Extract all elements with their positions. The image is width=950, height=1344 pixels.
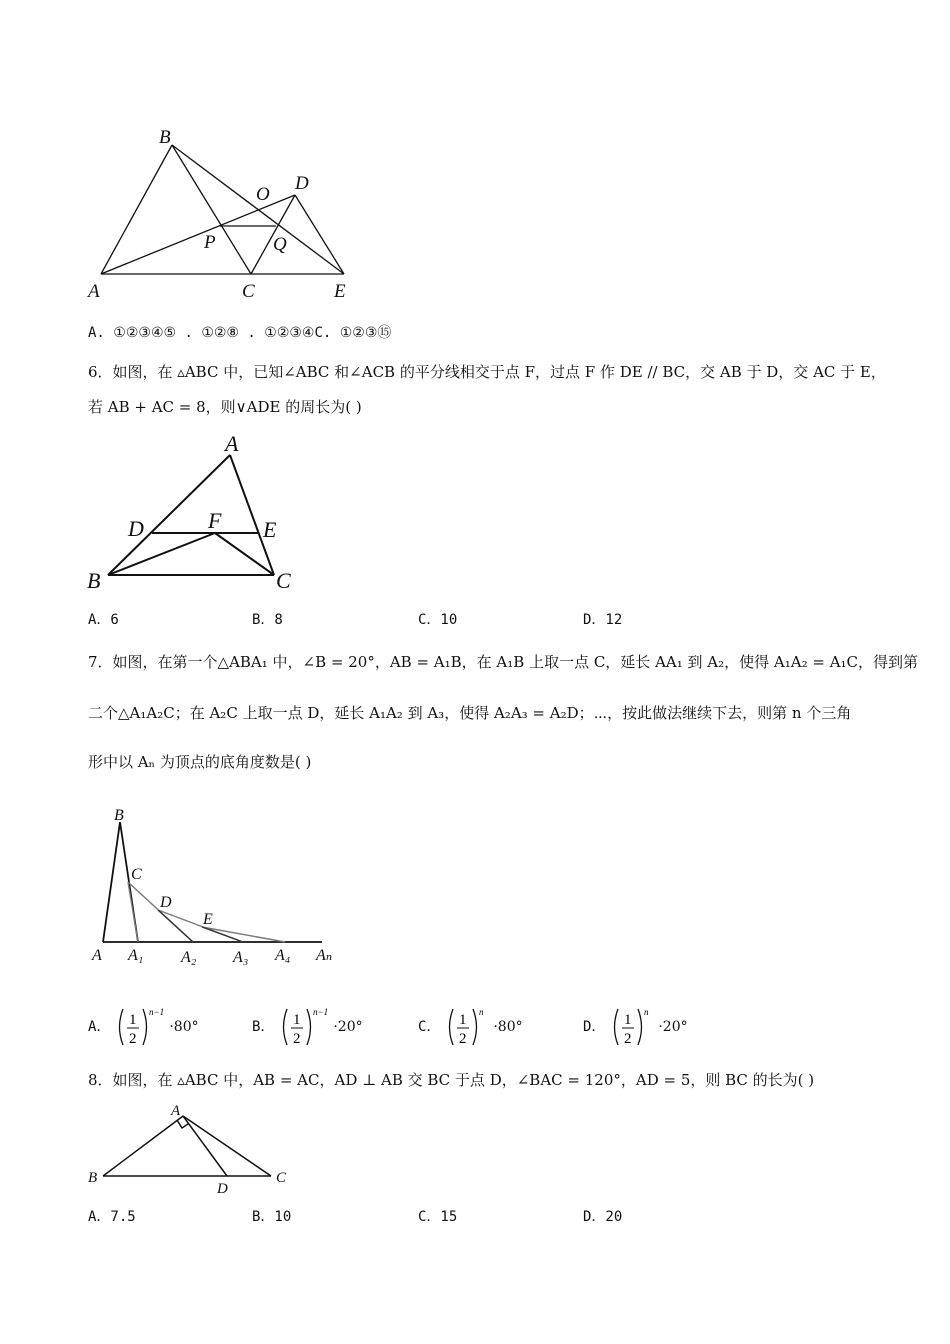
q7-label-A3: A₃ xyxy=(233,949,249,966)
q6-label-B: B xyxy=(87,568,101,593)
svg-text:n: n xyxy=(643,1007,649,1017)
q7-option-c[interactable] xyxy=(418,1005,523,1049)
svg-text:1: 1 xyxy=(128,1012,137,1028)
q5-label-P: P xyxy=(204,232,216,253)
q7-label-A4: A₄ xyxy=(275,947,291,964)
svg-text:2: 2 xyxy=(623,1031,632,1047)
q6-option-a[interactable]: A．6 xyxy=(88,612,119,628)
q5-label-C: C xyxy=(242,281,255,302)
q8-label-C: C xyxy=(276,1170,287,1186)
q6-label-A: A xyxy=(225,431,239,456)
q7-option-c-letter: C． xyxy=(418,1019,441,1035)
q8-option-c[interactable]: C．15 xyxy=(418,1209,458,1225)
q7-figure xyxy=(85,800,355,970)
q7-label-B: B xyxy=(114,807,124,824)
q8-label-D: D xyxy=(217,1181,228,1197)
svg-text:1: 1 xyxy=(292,1012,301,1028)
q7-option-a-letter: A． xyxy=(88,1019,111,1035)
svg-text:1: 1 xyxy=(458,1012,467,1028)
q6-label-E: E xyxy=(263,517,277,542)
q6-option-d[interactable]: D．12 xyxy=(583,612,623,628)
q5-label-O: O xyxy=(256,184,270,205)
q7-option-d[interactable] xyxy=(583,1005,688,1049)
q8-option-b[interactable]: B．10 xyxy=(252,1209,292,1225)
svg-text:n: n xyxy=(478,1007,484,1017)
q7-option-b-fraction xyxy=(279,1005,329,1049)
q6-stem-line2: 若 AB + AC = 8，则∨ADE 的周长为( ) xyxy=(88,398,362,416)
q8-option-d[interactable]: D．20 xyxy=(583,1209,623,1225)
q7-label-E: E xyxy=(203,911,213,928)
q8-label-B: B xyxy=(88,1170,98,1186)
q5-options: A. ①②③④⑤ . ①②⑧ . ①②③④C. ①②③⑮ xyxy=(88,325,392,341)
q6-figure xyxy=(80,425,320,600)
q7-option-d-tail: ·20° xyxy=(658,1019,688,1035)
q7-label-A2: A₂ xyxy=(181,949,197,966)
q7-option-c-fraction xyxy=(445,1005,489,1049)
svg-text:n−1: n−1 xyxy=(312,1007,328,1017)
q7-label-An: Aₙ xyxy=(316,947,333,964)
svg-text:2: 2 xyxy=(292,1031,301,1047)
q6-label-F: F xyxy=(208,508,222,533)
svg-text:2: 2 xyxy=(128,1031,137,1047)
q7-option-b[interactable] xyxy=(252,1005,363,1049)
svg-text:2: 2 xyxy=(458,1031,467,1047)
q6-option-b[interactable]: B．8 xyxy=(252,612,283,628)
q6-option-c[interactable]: C．10 xyxy=(418,612,458,628)
q6-stem-line1: 6．如图，在 ▵ABC 中，已知∠ABC 和∠ACB 的平分线相交于点 F，过点 F 作 DE // BC，交 AB 于 D，交 AC 于 E， xyxy=(88,363,886,381)
q7-stem-line2: 二个△A₁A₂C；在 A₂C 上取一点 D，延长 A₁A₂ 到 A₃，使得 A₂A₃ = A₂D；⋯，按此做法继续下去，则第 n 个三角 xyxy=(88,704,852,722)
q7-option-b-tail: ·20° xyxy=(333,1019,363,1035)
q7-option-d-letter: D． xyxy=(583,1019,606,1035)
q8-stem-line1: 8．如图，在 ▵ABC 中，AB = AC，AD ⊥ AB 交 BC 于点 D，∠BAC = 120°，AD = 5，则 BC 的长为( ) xyxy=(88,1071,815,1089)
q7-option-a[interactable] xyxy=(88,1005,199,1049)
q7-label-A: A xyxy=(92,947,102,964)
q7-option-c-tail: ·80° xyxy=(493,1019,523,1035)
q6-label-C: C xyxy=(276,568,291,593)
q7-option-d-fraction xyxy=(610,1005,654,1049)
q8-label-A: A xyxy=(171,1103,181,1119)
q7-option-b-letter: B． xyxy=(252,1019,275,1035)
svg-text:1: 1 xyxy=(623,1012,632,1028)
q5-label-E: E xyxy=(334,281,346,302)
q7-label-C: C xyxy=(131,866,142,883)
q7-stem-line1: 7．如图，在第一个△ABA₁ 中，∠B = 20°，AB = A₁B，在 A₁B 上取一点 C，延长 AA₁ 到 A₂，使得 A₁A₂ = A₁C，得到第 xyxy=(88,653,919,671)
q7-label-A1: A₁ xyxy=(128,947,144,964)
q7-option-a-tail: ·80° xyxy=(169,1019,199,1035)
q7-option-a-fraction xyxy=(115,1005,165,1049)
q7-stem-line3: 形中以 Aₙ 为顶点的底角度数是( ) xyxy=(88,753,312,771)
svg-text:n−1: n−1 xyxy=(148,1007,164,1017)
q5-label-B: B xyxy=(159,127,171,148)
q5-label-D: D xyxy=(295,173,309,194)
q7-label-D: D xyxy=(160,894,172,911)
q8-figure xyxy=(80,1100,300,1200)
q5-figure xyxy=(80,125,380,305)
q5-label-A: A xyxy=(88,281,100,302)
q8-option-a[interactable]: A．7.5 xyxy=(88,1209,136,1225)
q5-label-Q: Q xyxy=(273,234,287,255)
q6-label-D: D xyxy=(128,516,144,541)
